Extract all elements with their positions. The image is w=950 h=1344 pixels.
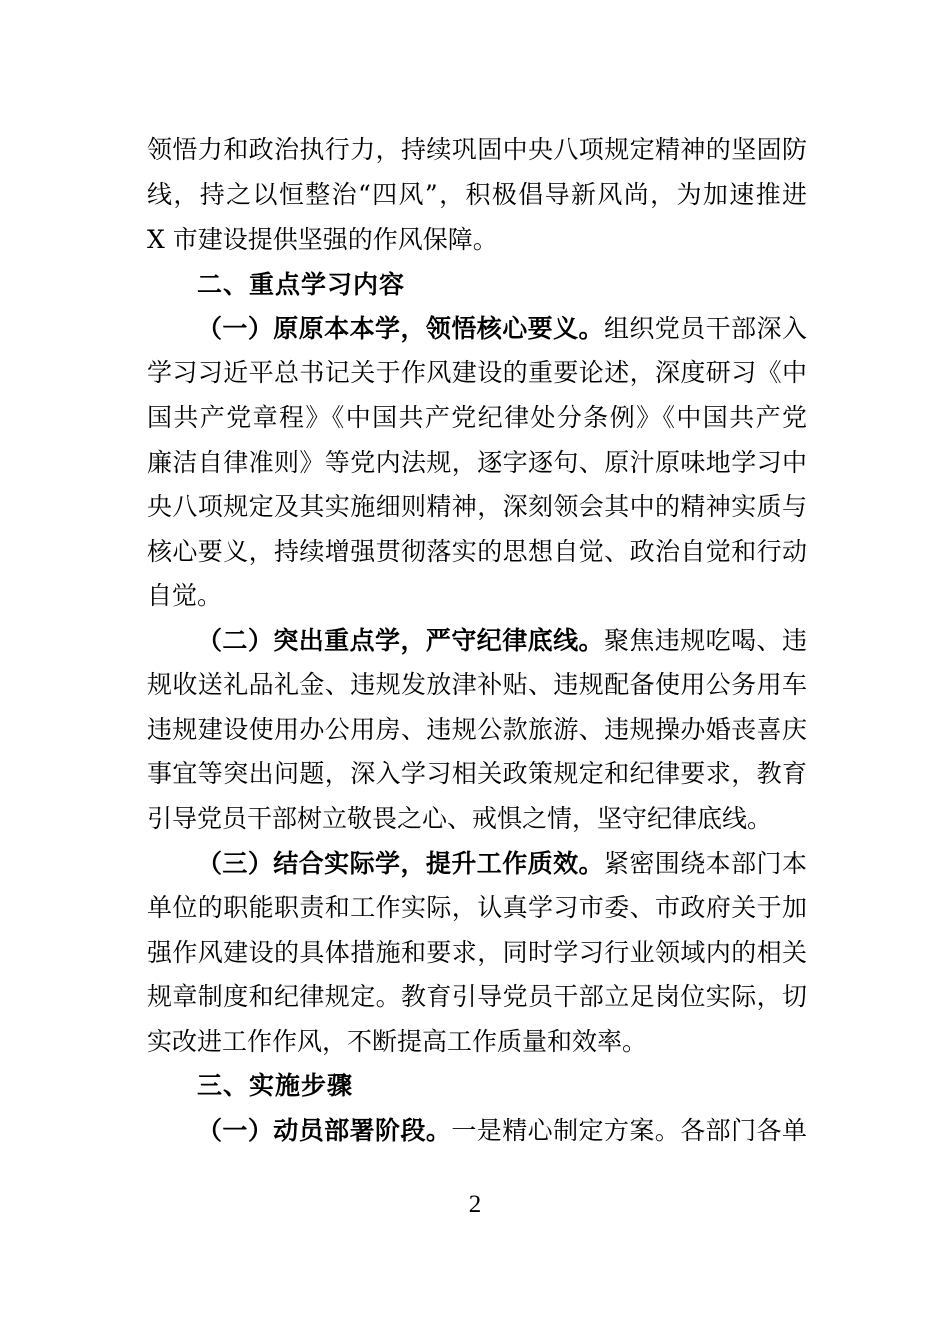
- paragraph-line: 自觉。: [147, 581, 223, 610]
- item-text: 聚焦违规吃喝、违: [603, 626, 807, 655]
- paragraph-line: 规收送礼品礼金、违规发放津补贴、违规配备使用公务用车: [147, 670, 807, 699]
- paragraph-line: 学习习近平总书记关于作风建设的重要论述，深度研习《中: [147, 358, 807, 387]
- paragraph-line: 违规建设使用办公用房、违规公款旅游、违规操办婚丧喜庆: [147, 715, 807, 744]
- paragraph-line: 规章制度和纪律规定。教育引导党员干部立足岗位实际，切: [147, 982, 807, 1011]
- paragraph-line: X 市建设提供坚强的作风保障。: [147, 225, 498, 254]
- section-heading: 二、重点学习内容: [197, 270, 406, 299]
- item-lead: （一）动员部署阶段。: [197, 1116, 452, 1145]
- paragraph-line: 核心要义，持续增强贯彻落实的思想自觉、政治自觉和行动: [147, 537, 807, 566]
- item-text: 紧密围绕本部门本: [603, 849, 807, 878]
- item-lead: （三）结合实际学，提升工作质效。: [197, 849, 604, 878]
- paragraph-line: 领悟力和政治执行力，持续巩固中央八项规定精神的坚固防: [147, 135, 807, 164]
- paragraph-line: 事宜等突出问题，深入学习相关政策规定和纪律要求，教育: [147, 759, 807, 788]
- paragraph-line: 强作风建设的具体措施和要求，同时学习行业领域内的相关: [147, 938, 807, 967]
- paragraph-line: 单位的职能职责和工作实际，认真学习市委、市政府关于加: [147, 893, 807, 922]
- paragraph-line: 廉洁自律准则》等党内法规，逐字逐句、原汁原味地学习中: [147, 448, 807, 477]
- paragraph-first-line: [197, 306, 807, 352]
- paragraph-line: 线，持之以恒整治“四风”，积极倡导新风尚，为加速推进: [147, 180, 807, 209]
- item-lead: （二）突出重点学，严守纪律底线。: [197, 626, 604, 655]
- paragraph-first-line: [197, 841, 807, 887]
- item-text: 一是精心制定方案。各部门各单: [451, 1116, 807, 1145]
- paragraph-line: 央八项规定及其实施细则精神，深刻领会其中的精神实质与: [147, 492, 807, 521]
- paragraph-first-line: [197, 618, 807, 664]
- item-text: 组织党员干部深入: [603, 314, 807, 343]
- paragraph-line: 国共产党章程》《中国共产党纪律处分条例》《中国共产党: [147, 403, 807, 432]
- paragraph-first-line: [197, 1108, 807, 1154]
- section-heading: 三、实施步骤: [197, 1071, 354, 1100]
- page-number: 2: [468, 1191, 482, 1218]
- paragraph-line: 实改进工作作风，不断提高工作质量和效率。: [147, 1027, 648, 1056]
- paragraph-line: 引导党员干部树立敬畏之心、戒惧之情，坚守纪律底线。: [147, 804, 773, 833]
- item-lead: （一）原原本本学，领悟核心要义。: [197, 314, 604, 343]
